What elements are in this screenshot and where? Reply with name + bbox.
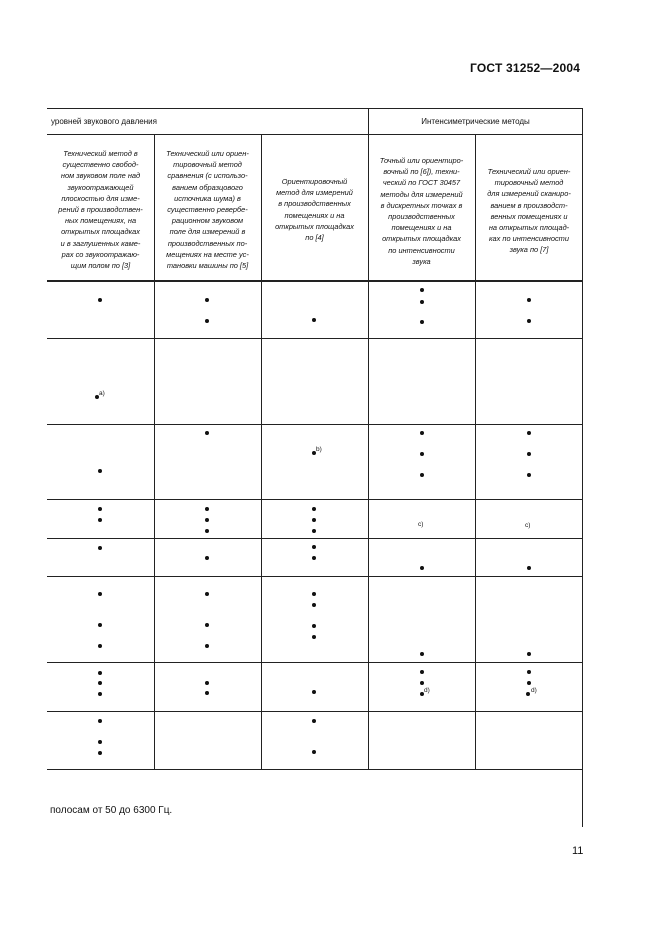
- footnote-mark: c): [418, 521, 424, 528]
- column-header-5: Технический или ориен- тировочный метод для измерений сканиро- ванием в производст- венных помещениях и на открытых площад- ках по интенсивности звука по [7]: [487, 167, 571, 255]
- applicability-dot: [205, 507, 209, 511]
- table-rule: [47, 711, 583, 712]
- applicability-dot: [312, 635, 316, 639]
- applicability-dot: [420, 431, 424, 435]
- footnote-mark: d): [424, 687, 430, 694]
- applicability-dot: [312, 556, 316, 560]
- applicability-dot: [98, 469, 102, 473]
- applicability-dot: [420, 473, 424, 477]
- table-rule: [47, 662, 583, 663]
- footnote-mark: a): [99, 390, 105, 397]
- applicability-dot: [98, 681, 102, 685]
- applicability-dot: [526, 692, 530, 696]
- table-rule: [47, 576, 583, 577]
- document-code: ГОСТ 31252—2004: [470, 61, 581, 75]
- applicability-dot: [420, 300, 424, 304]
- applicability-dot: [98, 671, 102, 675]
- applicability-dot: [420, 566, 424, 570]
- applicability-dot: [312, 750, 316, 754]
- applicability-dot: [420, 652, 424, 656]
- applicability-dot: [312, 529, 316, 533]
- applicability-dot: [98, 518, 102, 522]
- applicability-dot: [527, 681, 531, 685]
- column-header-4: Точный или ориентиро- вочный по [6]), техни- ческий по ГОСТ 30457 методы для измерений в дискретных точках в производственных помещениях и на открытых площадках по интенсивности звука: [379, 156, 464, 266]
- applicability-dot: [98, 298, 102, 302]
- applicability-dot: [205, 431, 209, 435]
- applicability-dot: [312, 690, 316, 694]
- applicability-dot: [98, 740, 102, 744]
- applicability-dot: [312, 624, 316, 628]
- applicability-dot: [312, 507, 316, 511]
- applicability-dot: [420, 670, 424, 674]
- table-rule: [47, 769, 583, 770]
- page-number: 11: [572, 845, 584, 857]
- applicability-dot: [205, 518, 209, 522]
- applicability-dot: [98, 644, 102, 648]
- applicability-dot: [205, 623, 209, 627]
- group-header-sound-pressure: уровней звукового давления: [51, 117, 157, 126]
- applicability-dot: [98, 692, 102, 696]
- footnote-mark: d): [531, 687, 537, 694]
- table-footnote: полосам от 50 до 6300 Гц.: [50, 805, 173, 816]
- applicability-dot: [205, 298, 209, 302]
- applicability-dot: [527, 319, 531, 323]
- applicability-dot: [205, 691, 209, 695]
- applicability-dot: [527, 452, 531, 456]
- applicability-dot: [527, 473, 531, 477]
- applicability-dot: [98, 719, 102, 723]
- applicability-dot: [205, 644, 209, 648]
- applicability-dot: [98, 546, 102, 550]
- group-header-intensity: Интенсиметрические методы: [421, 117, 530, 126]
- applicability-dot: [98, 623, 102, 627]
- applicability-dot: [420, 320, 424, 324]
- applicability-dot: [312, 545, 316, 549]
- applicability-dot: [420, 288, 424, 292]
- applicability-dot: [205, 556, 209, 560]
- applicability-dot: [312, 592, 316, 596]
- applicability-dot: [98, 592, 102, 596]
- table-rule: [47, 424, 583, 425]
- column-header-1: Технический метод в существенно свобод- ном звуковом поле над звукоотражающей плоскостью для изме- рений в производствен- ных помещениях, на открытых площадках и в заглушенных каме- рах со звукоотражаю- щим полом по [3]: [58, 149, 143, 271]
- table-rule: [47, 134, 583, 135]
- applicability-dot: [205, 681, 209, 685]
- applicability-dot: [420, 452, 424, 456]
- column-header-3: Ориентировочный метод для измерений в производственных помещениях и на открытых площадках по [4]: [275, 177, 354, 243]
- applicability-dot: [420, 681, 424, 685]
- applicability-dot: [205, 592, 209, 596]
- applicability-dot: [312, 318, 316, 322]
- footnote-mark: b): [316, 446, 322, 453]
- applicability-dot: [527, 670, 531, 674]
- table-header-rule: [47, 280, 583, 282]
- applicability-dot: [312, 603, 316, 607]
- applicability-dot: [312, 518, 316, 522]
- applicability-dot: [312, 719, 316, 723]
- applicability-dot: [527, 652, 531, 656]
- column-header-2: Технический или ориен- тировочный метод сравнения (с использо- ванием образцового источника шума) в существенно ревербе- рационном звуковом поле для измерений в производственных по- мещениях на месте ус- тановки машины по [5]: [166, 149, 249, 271]
- applicability-dot: [205, 529, 209, 533]
- applicability-dot: [527, 431, 531, 435]
- applicability-dot: [527, 298, 531, 302]
- table-rule: [47, 499, 583, 500]
- table-rule: [47, 338, 583, 339]
- applicability-dot: [205, 319, 209, 323]
- footnote-mark: c): [525, 522, 531, 529]
- applicability-dot: [98, 751, 102, 755]
- applicability-dot: [98, 507, 102, 511]
- table-rule: [47, 538, 583, 539]
- applicability-dot: [527, 566, 531, 570]
